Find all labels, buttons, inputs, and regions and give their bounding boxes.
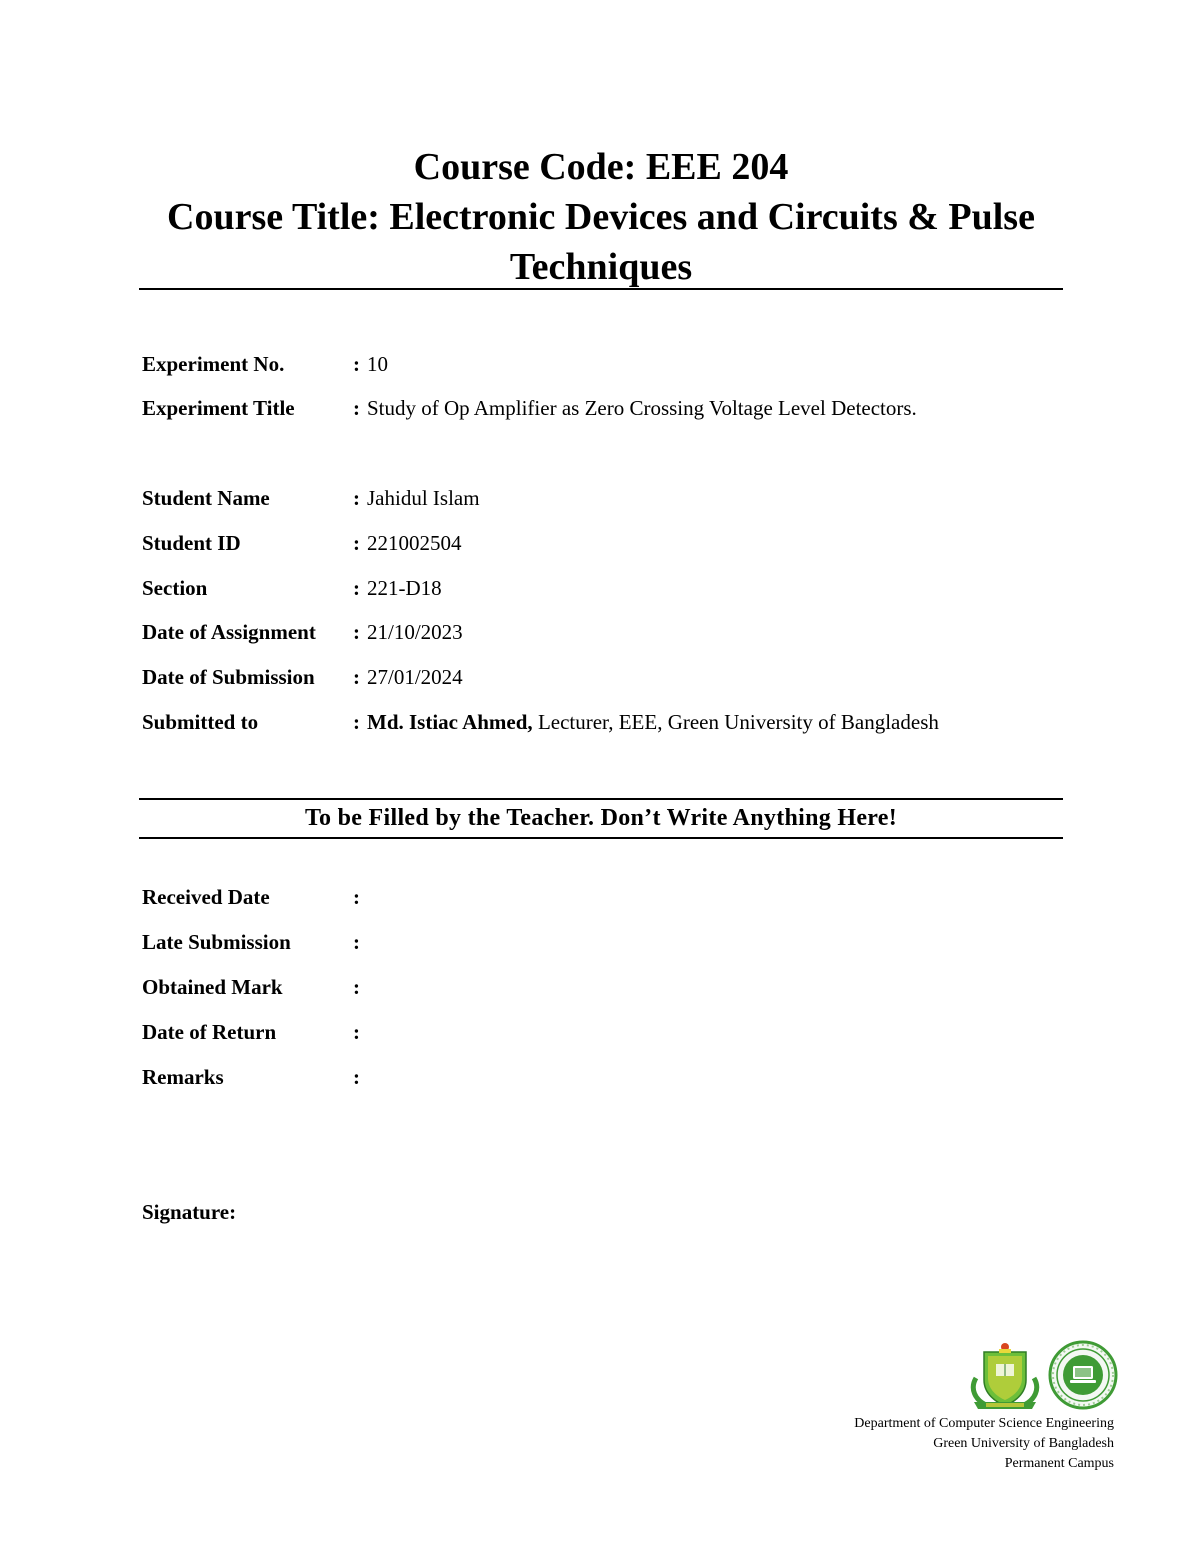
colon: : — [353, 1020, 360, 1044]
colon: : — [353, 531, 360, 555]
footer-department-info — [854, 1414, 1114, 1474]
logos — [966, 1338, 1118, 1412]
logos-svg — [966, 1338, 1118, 1412]
colon: : — [353, 665, 360, 689]
course-title-line-2: Techniques — [509, 246, 693, 288]
submitted-to-label: Submitted to — [142, 710, 259, 734]
experiment-title-value: Study of Op Amplifier as Zero Crossing Voltage Level Detectors. — [367, 396, 917, 420]
submission-date-label: Date of Submission — [142, 665, 315, 689]
assignment-date-value: 21/10/2023 — [367, 620, 463, 644]
colon: : — [353, 486, 360, 510]
student-id-label: Student ID — [142, 531, 241, 555]
colon: : — [353, 710, 360, 734]
experiment-title-label: Experiment Title — [142, 396, 295, 420]
assignment-date-label: Date of Assignment — [142, 620, 316, 644]
obtained-mark-label: Obtained Mark — [142, 975, 283, 999]
colon: : — [353, 885, 360, 909]
section-label: Section — [142, 576, 208, 600]
footer-line-campus: Permanent Campus — [1004, 1456, 1114, 1471]
colon: : — [353, 930, 360, 954]
submitted-to-details: Lecturer, EEE, Green University of Bangladesh — [532, 710, 939, 734]
student-name-label: Student Name — [142, 486, 270, 510]
student-name-value: Jahidul Islam — [367, 486, 480, 510]
student-id-value: 221002504 — [367, 531, 462, 555]
colon: : — [353, 396, 360, 420]
footer-line-university: Green University of Bangladesh — [933, 1436, 1114, 1451]
experiment-no-value: 10 — [367, 352, 388, 376]
teacher-section-banner: To be Filled by the Teacher. Don’t Write Anything Here! — [139, 798, 1063, 839]
green-university-crest-icon — [973, 1343, 1036, 1409]
experiment-no-label: Experiment No. — [142, 352, 285, 376]
section-value: 221-D18 — [367, 576, 442, 600]
title-divider — [139, 288, 1063, 290]
course-code: Course Code: EEE 204 — [413, 146, 789, 188]
remarks-label: Remarks — [142, 1065, 224, 1089]
submitted-to-name: Md. Istiac Ahmed, — [367, 710, 533, 734]
cse-department-seal-icon — [1050, 1342, 1116, 1408]
course-title-line-1: Course Title: Electronic Devices and Circuits & Pulse — [167, 196, 1035, 238]
received-date-label: Received Date — [142, 885, 270, 909]
colon: : — [353, 1065, 360, 1089]
page-title — [139, 142, 1063, 292]
colon: : — [353, 576, 360, 600]
date-of-return-label: Date of Return — [142, 1020, 277, 1044]
late-submission-label: Late Submission — [142, 930, 291, 954]
colon: : — [353, 975, 360, 999]
submission-date-value: 27/01/2024 — [367, 665, 463, 689]
colon: : — [353, 352, 360, 376]
colon: : — [353, 620, 360, 644]
signature-label: Signature: — [142, 1200, 237, 1224]
footer-line-department: Department of Computer Science Engineering — [854, 1416, 1114, 1431]
submitted-to-value — [367, 708, 939, 736]
